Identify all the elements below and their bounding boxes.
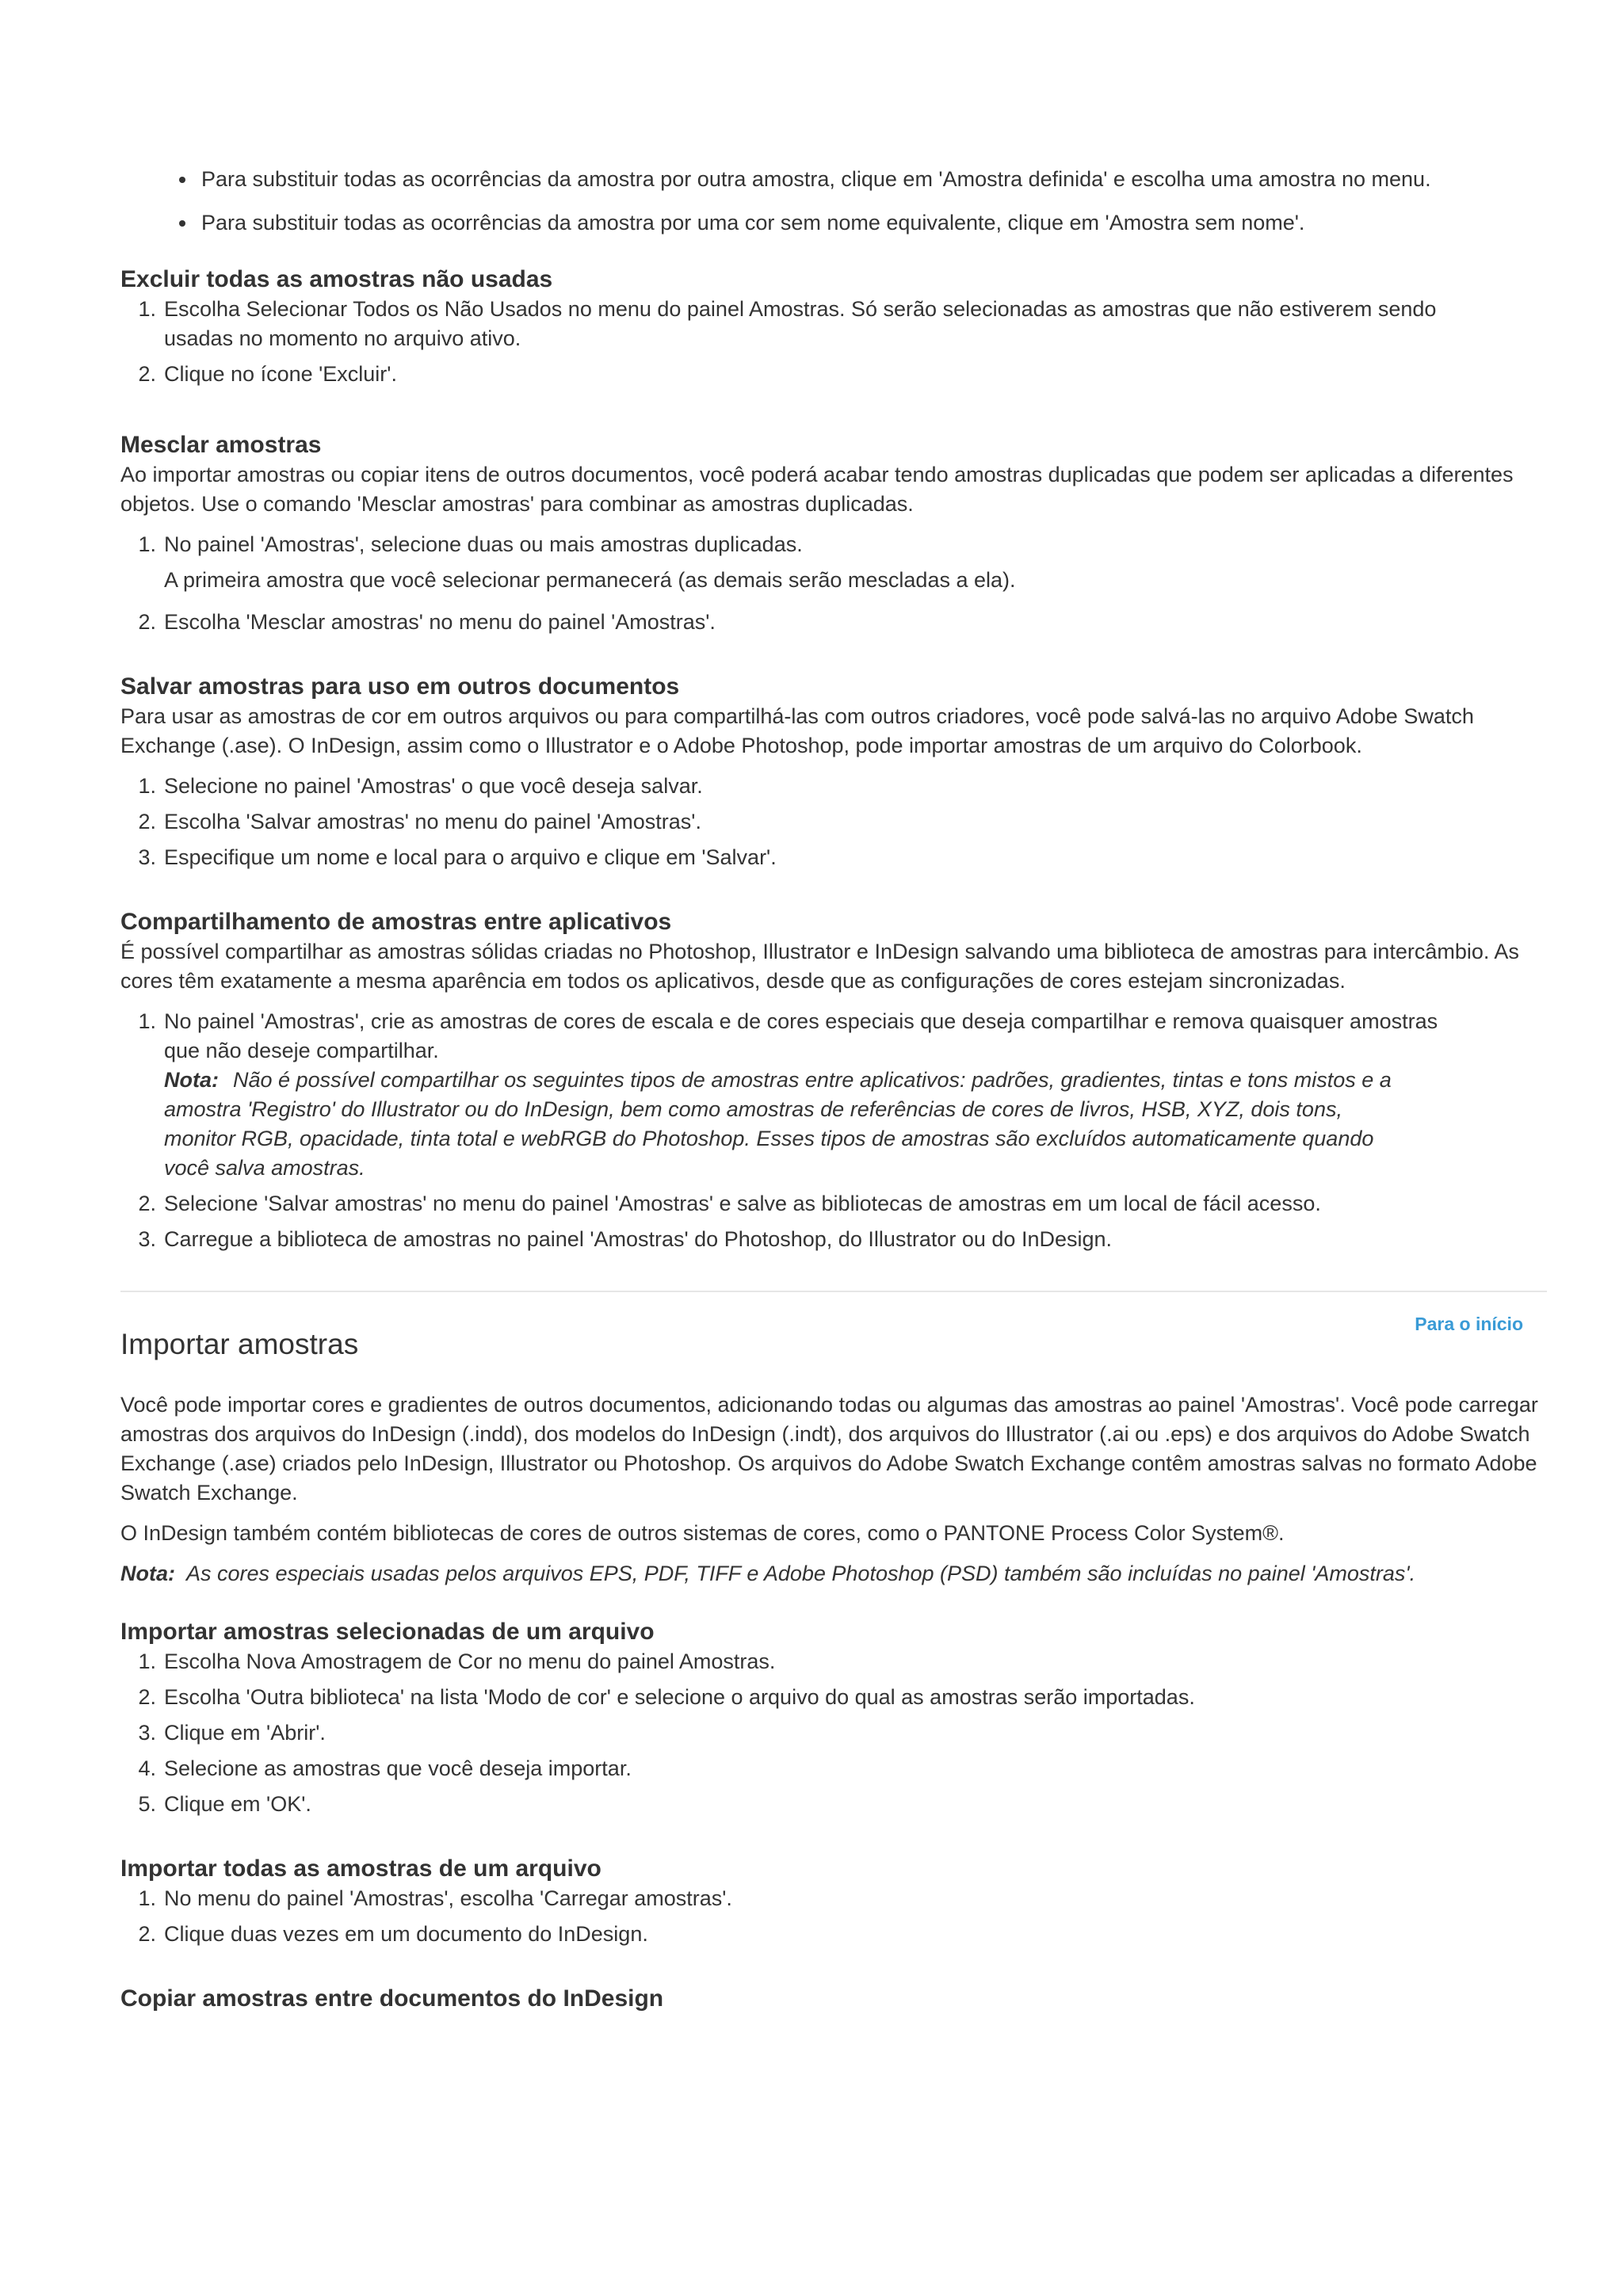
section-heading: Importar todas as amostras de um arquivo: [120, 1855, 601, 1882]
list-item: 1. No painel 'Amostras', crie as amostras de cores de escala e de cores especiais que deseja compartilhar e remova quaisquer amostras que não deseje compartilhar. Nota: Não é possível compartilhar os seguintes tipos de amostras entre aplicativos: padrões, gradientes, tintas e tons mistos e a amostra 'Registro' do Illustrator ou do InDesign, bem como amostras de referências de cores de livros, HSB, XYZ, dois tons, monitor RGB, opacidade, tinta total e webRGB do Photoshop. Esses tipos de amostras são excluídos automaticamente quando você salva amostras.: [164, 1007, 1448, 1183]
note: Nota: As cores especiais usadas pelos arquivos EPS, PDF, TIFF e Adobe Photoshop (PSD) também são incluídas no painel 'Amostras'.: [120, 1562, 1416, 1585]
section-heading: Salvar amostras para uso em outros documentos: [120, 673, 680, 700]
list-item: 3. Especifique um nome e local para o arquivo e clique em 'Salvar'.: [138, 845, 777, 869]
note: Nota: Não é possível compartilhar os seguintes tipos de amostras entre aplicativos: padrões, gradientes, tintas e tons mistos e a amostra 'Registro' do Illustrator ou do InDesign, bem como amostras de referências de cores de livros, HSB, XYZ, dois tons, monitor RGB, opacidade, tinta total e webRGB do Photoshop. Esses tipos de amostras são excluídos automaticamente quando você salva amostras.: [164, 1068, 1392, 1180]
back-to-top-link[interactable]: Para o início: [1415, 1314, 1523, 1334]
section-heading: Mesclar amostras: [120, 432, 322, 458]
list-item: 2. Clique no ícone 'Excluir'.: [138, 362, 397, 386]
list-item: 5. Clique em 'OK'.: [138, 1792, 311, 1816]
list-item: Para substituir todas as ocorrências da amostra por uma cor sem nome equivalente, clique em 'Amostra sem nome'.: [201, 208, 1485, 238]
list-item: 4. Selecione as amostras que você deseja importar.: [138, 1756, 632, 1780]
list-item: 2. Selecione 'Salvar amostras' no menu do painel 'Amostras' e salve as bibliotecas de amostras em um local de fácil acesso.: [138, 1192, 1321, 1215]
list-item: 2. Escolha 'Salvar amostras' no menu do painel 'Amostras'.: [138, 810, 701, 833]
paragraph: Ao importar amostras ou copiar itens de outros documentos, você poderá acabar tendo amostras duplicadas que podem ser aplicadas a diferentes objetos. Use o comando 'Mesclar amostras' para combinar as amostras duplicadas.: [120, 463, 1514, 516]
section-heading: Importar amostras selecionadas de um arquivo: [120, 1619, 655, 1645]
steps-list: [120, 530, 1547, 559]
list-item: 2. Clique duas vezes em um documento do InDesign.: [138, 1922, 648, 1946]
section-compartilhamento: [120, 907, 1547, 1254]
list-item: 2. Escolha 'Outra biblioteca' na lista 'Modo de cor' e selecione o arquivo do qual as amostras serão importadas.: [138, 1685, 1195, 1709]
step-note: A primeira amostra que você selecionar permanecerá (as demais serão mescladas a ela).: [164, 568, 1016, 592]
section-divider: [120, 1291, 1547, 1292]
steps-list: [120, 1647, 1547, 1819]
list-item: 1. Escolha Nova Amostragem de Cor no menu do painel Amostras.: [138, 1650, 776, 1673]
list-item: 1. Escolha Selecionar Todos os Não Usados no menu do painel Amostras. Só serão selecionadas as amostras que não estiverem sendo usadas no momento no arquivo ativo.: [138, 297, 1437, 350]
steps-list: [120, 1884, 1547, 1949]
section-importar-todas: [120, 1854, 1547, 1949]
list-item: 2. Escolha 'Mesclar amostras' no menu do painel 'Amostras'.: [138, 610, 716, 634]
section-mesclar: [120, 430, 1547, 637]
steps-list: [120, 608, 1547, 637]
bullet-list: [120, 165, 1547, 238]
list-item: 1. No menu do painel 'Amostras', escolha 'Carregar amostras'.: [138, 1886, 732, 1910]
list-item: 1. No painel 'Amostras', selecione duas ou mais amostras duplicadas.: [138, 532, 803, 556]
section-copiar: [120, 1984, 1547, 2014]
paragraph: Você pode importar cores e gradientes de outros documentos, adicionando todas ou algumas das amostras ao painel 'Amostras'. Você pode carregar amostras dos arquivos do InDesign (.indd), dos modelos do InDesign (.indt), dos arquivos do Illustrator (.ai ou .eps) e dos arquivos do Adobe Swatch Exchange (.ase) criados pelo InDesign, Illustrator ou Photoshop. Os arquivos do Adobe Swatch Exchange contêm amostras salvas no formato Adobe Swatch Exchange.: [120, 1393, 1538, 1505]
steps-list: [120, 295, 1547, 389]
steps-list: [120, 772, 1547, 872]
list-item: 1. Selecione no painel 'Amostras' o que você deseja salvar.: [138, 774, 703, 798]
section-heading: Compartilhamento de amostras entre aplicativos: [120, 909, 672, 935]
section-salvar: [120, 672, 1547, 872]
section-excluir: [120, 265, 1547, 389]
steps-list: [120, 1007, 1547, 1254]
page-section-title: Importar amostras: [120, 1328, 359, 1360]
section-heading: Excluir todas as amostras não usadas: [120, 266, 553, 292]
content: [120, 165, 1547, 2014]
list-item: 3. Clique em 'Abrir'.: [138, 1721, 326, 1745]
paragraph: Para usar as amostras de cor em outros arquivos ou para compartilhá-las com outros criadores, você pode salvá-las no arquivo Adobe Swatch Exchange (.ase). O InDesign, assim como o Illustrator e o Adobe Photoshop, pode importar amostras de um arquivo do Colorbook.: [120, 704, 1474, 757]
paragraph: O InDesign também contém bibliotecas de cores de outros sistemas de cores, como o PANTONE Process Color System®.: [120, 1521, 1285, 1545]
section-heading: Copiar amostras entre documentos do InDesign: [120, 1985, 664, 2012]
list-item: 3. Carregue a biblioteca de amostras no painel 'Amostras' do Photoshop, do Illustrator ou do InDesign.: [138, 1227, 1113, 1251]
import-header: [120, 1310, 1547, 1360]
list-item: Para substituir todas as ocorrências da amostra por outra amostra, clique em 'Amostra definida' e escolha uma amostra no menu.: [201, 165, 1485, 194]
section-importar-selecionadas: [120, 1617, 1547, 1819]
paragraph: É possível compartilhar as amostras sólidas criadas no Photoshop, Illustrator e InDesign salvando uma biblioteca de amostras para intercâmbio. As cores têm exatamente a mesma aparência em todos os aplicativos, desde que as configurações de cores estejam sincronizadas.: [120, 940, 1519, 993]
